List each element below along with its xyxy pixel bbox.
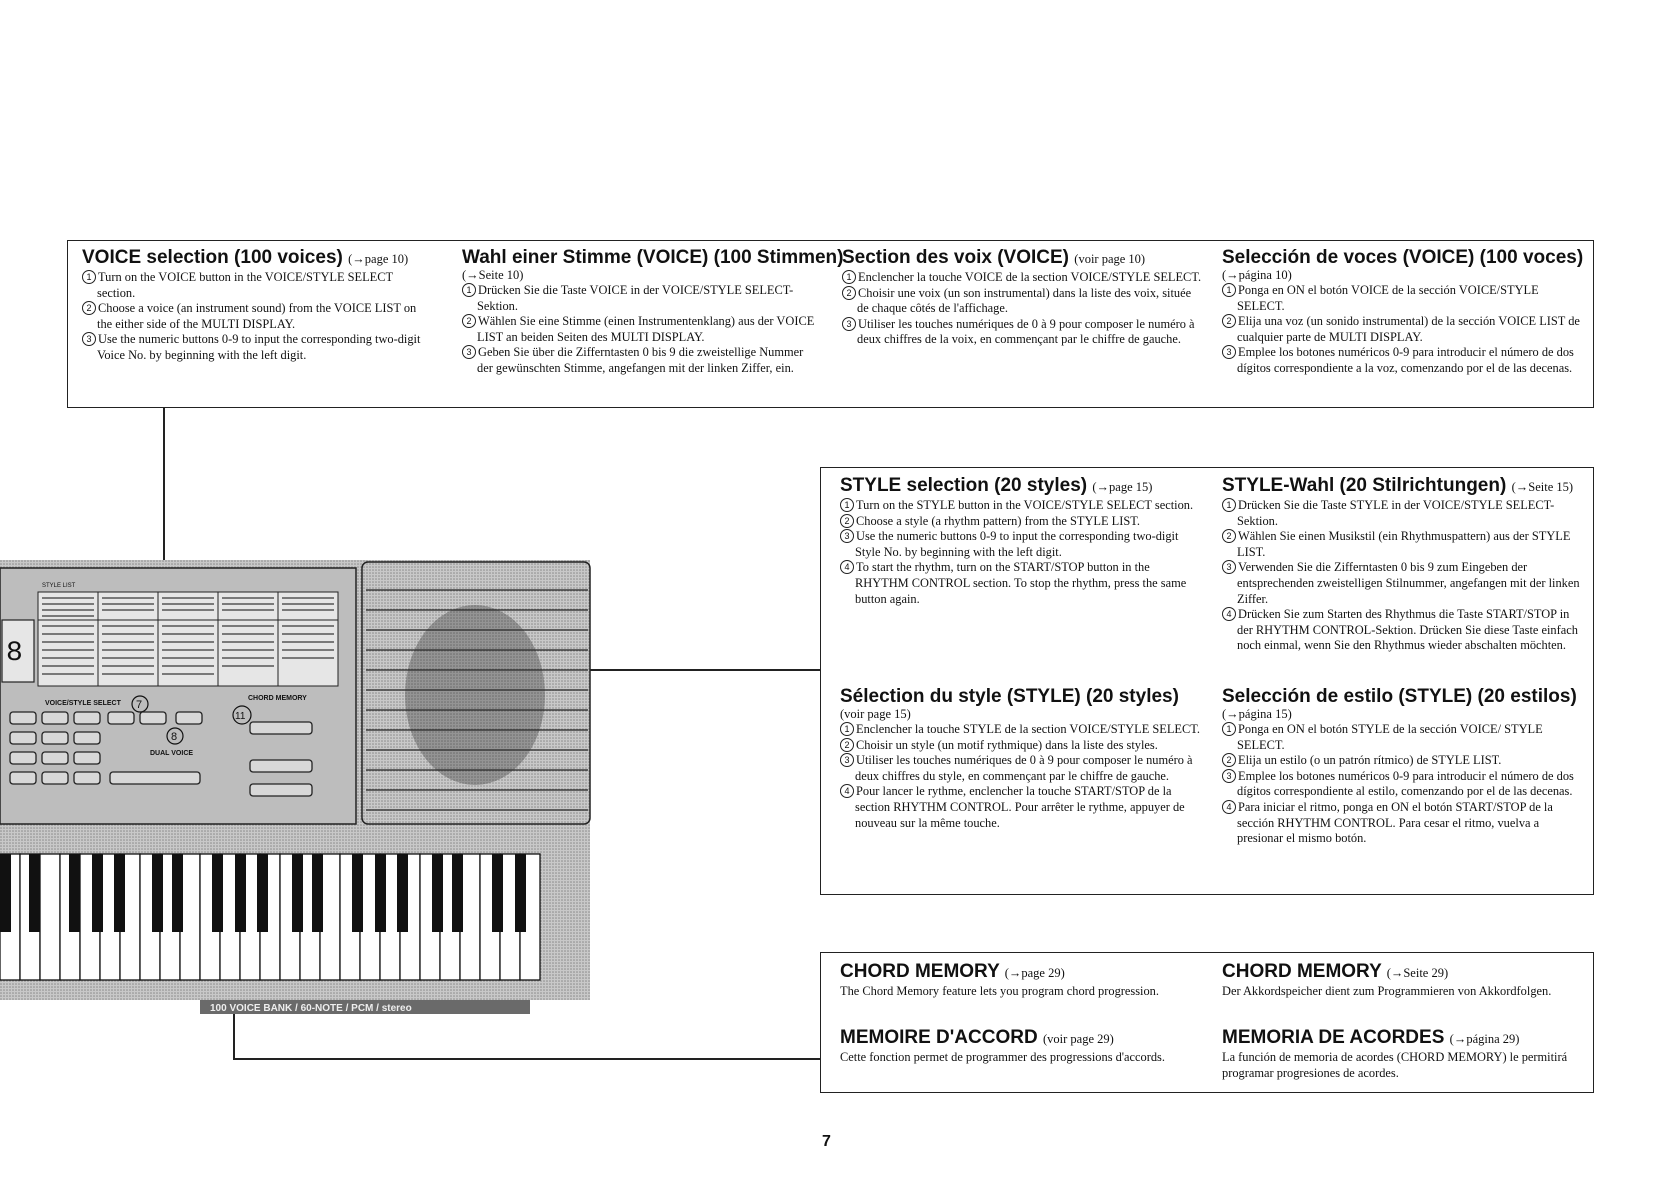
voice-de: [462, 247, 844, 377]
chord-de: [1222, 961, 1552, 1000]
style-en-title: STYLE selection (20 styles): [840, 475, 1088, 496]
leader-line-chord-h: [233, 1058, 820, 1060]
chord-fr: [840, 1027, 1170, 1066]
list-item: 2 Choose a style (a rhythm pattern) from the STYLE LIST.: [840, 514, 1202, 530]
keyboard-illustration: [0, 560, 600, 1030]
list-item: 4 Drücken Sie zum Starten des Rhythmus die Taste START/STOP in der RHYTHM CONTROL-Sektion. Drücken Sie diese Taste einfach noch einmal, wenn Sie den Rhythmus wieder abschalten möchten.: [1222, 607, 1587, 654]
list-item: 2 Choisir une voix (un son instrumental) dans la liste des voix, située de chaque côtés de l'affichage.: [842, 286, 1204, 317]
logo-text: 100 VOICE BANK / 60-NOTE / PCM / stereo: [210, 1003, 412, 1014]
list-item: 3 Use the numeric buttons 0-9 to input the corresponding two-digit Voice No. by beginning with the left digit.: [82, 332, 434, 363]
voice-fr-ref: (voir page 10): [1074, 252, 1146, 266]
chord-de-body: Der Akkordspeicher dient zum Programmieren von Akkordfolgen.: [1222, 984, 1552, 998]
voice-es-ref: (→página 10): [1222, 268, 1292, 282]
voice-fr-title: Section des voix (VOICE): [842, 247, 1069, 268]
callout-7: 7: [136, 699, 143, 711]
list-item: 3 Verwenden Sie die Zifferntasten 0 bis 9 zum Eingeben der entsprechenden zweistelligen Stilnummer, angefangen mit der linken Ziffer.: [1222, 560, 1587, 607]
keyboard-svg: [0, 560, 600, 1030]
list-item: 2 Choose a voice (an instrument sound) from the VOICE LIST on the either side of the MULTI DISPLAY.: [82, 301, 434, 332]
chord-de-title: CHORD MEMORY: [1222, 961, 1382, 982]
list-item: 3 Emplee los botones numéricos 0-9 para introducir el número de dos dígitos correspondiente a la voz, comenzando por el de las decenas.: [1222, 345, 1584, 376]
list-item: 3 Emplee los botones numéricos 0-9 para introducir el número de dos dígitos correspondiente al estilo, comenzando por el de las decenas.: [1222, 769, 1587, 800]
list-item: 2 Elija un estilo (o un patrón rítmico) de STYLE LIST.: [1222, 753, 1587, 769]
voice-en-title: VOICE selection (100 voices): [82, 247, 343, 268]
chord-en: [840, 961, 1170, 1000]
style-fr-title: Sélection du style (STYLE) (20 styles): [840, 686, 1179, 707]
style-fr-ref: (voir page 15): [840, 707, 911, 721]
chord-es-title: MEMORIA DE ACORDES: [1222, 1027, 1445, 1048]
voice-es: [1222, 247, 1584, 377]
dual-voice-label: DUAL VOICE: [150, 750, 194, 757]
voice-fr-steps: [842, 270, 1204, 348]
chord-fr-body: Cette fonction permet de programmer des progressions d'accords.: [840, 1050, 1165, 1064]
list-item: 4 To start the rhythm, turn on the START/STOP button in the RHYTHM CONTROL section. To stop the rhythm, press the same button again.: [840, 560, 1202, 607]
chord-en-body: The Chord Memory feature lets you program chord progression.: [840, 984, 1159, 998]
style-de: [1222, 475, 1587, 654]
list-item: 2 Elija una voz (un sonido instrumental) de la sección VOICE LIST de cualquier parte de MULTI DISPLAY.: [1222, 314, 1584, 345]
voice-en-ref: (→page 10): [348, 252, 409, 266]
page-number: 7: [822, 1133, 831, 1150]
style-en-ref: (→page 15): [1092, 480, 1153, 494]
list-item: 2 Choisir un style (un motif rythmique) dans la liste des styles.: [840, 738, 1202, 754]
list-item: 4 Para iniciar el ritmo, ponga en ON el botón START/STOP de la sección RHYTHM CONTROL. Para cesar el ritmo, vuelva a presionar el mismo botón.: [1222, 800, 1587, 847]
speaker-cone: [405, 605, 545, 785]
list-item: 3 Utiliser les touches numériques de 0 à 9 pour composer le numéro à deux chiffres du style, en commençant par le chiffre de gauche.: [840, 753, 1202, 784]
chord-fr-ref: (voir page 29): [1042, 1032, 1114, 1046]
list-item: 2 Wählen Sie eine Stimme (einen Instrumentenklang) aus der VOICE LIST an beiden Seiten des MULTI DISPLAY.: [462, 314, 820, 345]
callout-11: 11: [235, 711, 246, 722]
leader-line-style: [580, 669, 820, 671]
style-de-title: STYLE-Wahl (20 Stilrichtungen): [1222, 475, 1507, 496]
list-item: 1 Drücken Sie die Taste STYLE in der VOICE/STYLE SELECT-Sektion.: [1222, 498, 1587, 529]
style-list-label: STYLE LIST: [42, 583, 76, 589]
list-item: 2 Wählen Sie einen Musikstil (ein Rhythmuspattern) aus der STYLE LIST.: [1222, 529, 1587, 560]
style-es-steps: [1222, 722, 1587, 847]
list-item: 3 Utiliser les touches numériques de 0 à 9 pour composer le numéro à deux chiffres de la voix, en commençant par le chiffre de gauche.: [842, 317, 1204, 348]
voice-de-steps: [462, 283, 820, 377]
voice-es-steps: [1222, 283, 1584, 377]
chord-de-ref: (→Seite 29): [1386, 966, 1449, 980]
chord-es-ref: (→página 29): [1449, 1032, 1520, 1046]
list-item: 1 Drücken Sie die Taste VOICE in der VOICE/STYLE SELECT-Sektion.: [462, 283, 820, 314]
voice-fr: [842, 247, 1204, 348]
chord-es: [1222, 1027, 1577, 1081]
display-digit: 8: [6, 638, 23, 669]
voice-de-ref: (→Seite 10): [462, 268, 524, 282]
list-item: 1 Turn on the VOICE button in the VOICE/STYLE SELECT section.: [82, 270, 434, 301]
style-es-title: Selección de estilo (STYLE) (20 estilos): [1222, 686, 1577, 707]
list-item: 1 Enclencher la touche VOICE de la section VOICE/STYLE SELECT.: [842, 270, 1204, 286]
voice-de-title: Wahl einer Stimme (VOICE) (100 Stimmen): [462, 247, 844, 268]
list-item: 3 Geben Sie über die Zifferntasten 0 bis 9 die zweistellige Nummer der gewünschten Stimme, angefangen mit der linken Ziffer, ein.: [462, 345, 820, 376]
voice-style-select-label: VOICE/STYLE SELECT: [45, 700, 121, 707]
list-item: 1 Ponga en ON el botón VOICE de la sección VOICE/STYLE SELECT.: [1222, 283, 1584, 314]
voice-en-steps: [82, 270, 434, 364]
list-item: 1 Ponga en ON el botón STYLE de la sección VOICE/ STYLE SELECT.: [1222, 722, 1587, 753]
list-item: 1 Turn on the STYLE button in the VOICE/STYLE SELECT section.: [840, 498, 1202, 514]
chord-en-ref: (→page 29): [1004, 966, 1065, 980]
voice-list-grid: [38, 592, 338, 686]
style-es: [1222, 686, 1587, 847]
style-en: [840, 475, 1202, 607]
list-item: 4 Pour lancer le rythme, enclencher la touche START/STOP de la section RHYTHM CONTROL. Pour arrêter le rythme, appuyer de nouveau sur la même touche.: [840, 784, 1202, 831]
style-en-steps: [840, 498, 1202, 607]
callout-8: 8: [171, 731, 178, 743]
list-item: 1 Enclencher la touche STYLE de la section VOICE/STYLE SELECT.: [840, 722, 1202, 738]
chord-es-body: La función de memoria de acordes (CHORD MEMORY) le permitirá programar progresiones de acordes.: [1222, 1050, 1568, 1080]
style-fr: [840, 686, 1202, 831]
style-fr-steps: [840, 722, 1202, 831]
voice-es-title: Selección de voces (VOICE) (100 voces): [1222, 247, 1584, 268]
chord-fr-title: MEMOIRE D'ACCORD: [840, 1027, 1038, 1048]
chord-memory-label: CHORD MEMORY: [248, 695, 307, 702]
list-item: 3 Use the numeric buttons 0-9 to input the corresponding two-digit Style No. by beginning with the left digit.: [840, 529, 1202, 560]
style-de-steps: [1222, 498, 1587, 654]
style-es-ref: (→página 15): [1222, 707, 1292, 721]
chord-en-title: CHORD MEMORY: [840, 961, 1000, 982]
voice-en: [82, 247, 434, 364]
style-de-ref: (→Seite 15): [1511, 480, 1574, 494]
